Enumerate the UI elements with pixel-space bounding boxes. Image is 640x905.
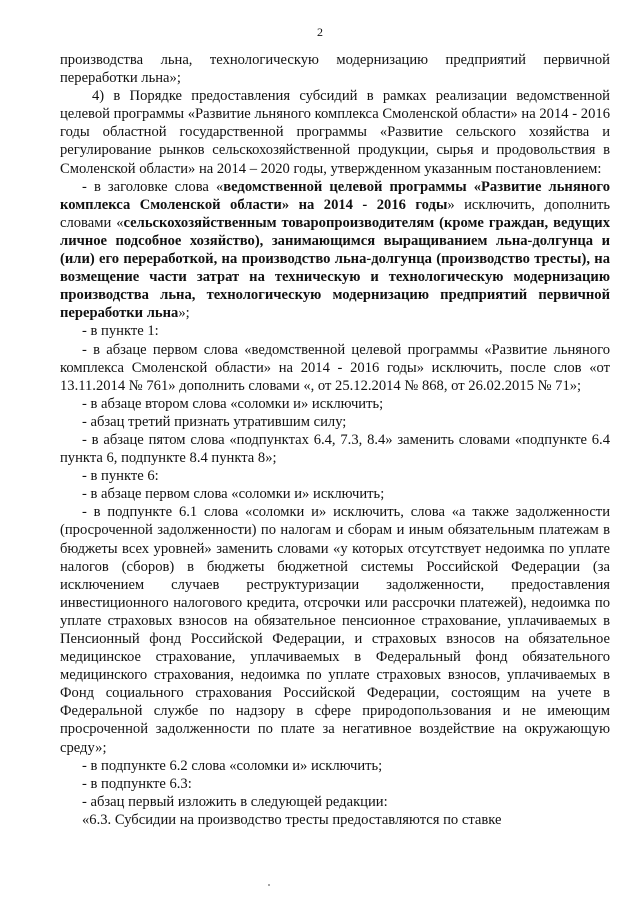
paragraph-point-6: - в пункте 6:	[82, 468, 159, 485]
paragraph-continuation: производства льна, технологическую модернизацию предприятий первичной переработки льна»;	[60, 52, 610, 87]
text-segment: » исключить, дополнить словами «	[60, 196, 610, 231]
paragraph-quote-6-3: «6.3. Субсидии на производство тресты предоставляются по ставке	[82, 811, 502, 828]
page-number: 2	[317, 25, 323, 39]
paragraph-fifth-abzac: - в абзаце пятом слова «подпунктах 6.4, 7.3, 8.4» заменить словами «подпункте 6.4 пункта 6, подпункте 8.4 пункта 8»;	[60, 431, 610, 467]
text-segment: - в заголовке слова «	[82, 178, 224, 195]
paragraph-subpoint-6-2: - в подпункте 6.2 слова «соломки и» исключить;	[82, 757, 383, 774]
bold-segment-removed-words: ведомственной целевой программы «Развитие льняного комплекса Смоленской области» на 2014 - 2016 годы	[60, 178, 610, 213]
document-body	[60, 51, 610, 829]
bold-segment-added-words: сельскохозяйственным товаропроизводителям (кроме граждан, ведущих личное подсобное хозяйство), занимающимся выращиванием льна-долгунца и (или) его переработкой, на производство льна-долгунца (производство тресты), на возмещение части затрат на техническую и технологическую модернизацию производства льна, технологическую модернизацию предприятий первичной переработки льна	[60, 214, 610, 322]
paragraph-second-abzac: - в абзаце втором слова «соломки и» исключить;	[82, 395, 384, 412]
scan-speck	[268, 884, 270, 886]
paragraph-title-amendment	[60, 178, 610, 323]
paragraph-subpoint-6-1: - в подпункте 6.1 слова «соломки и» исключить, слова «а также задолженности (просроченной задолженности) по налогам и сборам и иным обязательным платежам в бюджеты всех уровней» заменить словами «у которых отсутствует недоимка по уплате налогов (сборов) в бюджеты бюджетной системы Российской Федерации (за исключением случаев реструктуризации задолженности, предоставления инвестиционного налогового кредита, отсрочки или рассрочки платежей), недоимка по уплате страховых взносов на обязательное пенсионное страхование, уплачиваемых в Пенсионный фонд Российской Федерации, и страховых взносов на обязательное медицинское страхование, уплачиваемых в Федеральный фонд обязательного медицинского страхования, недоимка по уплате страховых взносов, уплачиваемых в Фонд социального страхования Российской Федерации, состоящим на учете в Федеральной службе по надзору в сфере природопользования и не имеющим просроченной задолженности по плате за негативное воздействие на окружающую среду»;	[60, 504, 610, 756]
paragraph-point-1: - в пункте 1:	[82, 323, 159, 340]
paragraph-subpoint-6-3: - в подпункте 6.3:	[82, 775, 192, 792]
paragraph-first-abzac: - в абзаце первом слова «ведомственной целевой программы «Развитие льняного комплекса Смоленской области» на 2014 - 2016 годы» исключить, после слов «от 13.11.2014 № 761» дополнить словами «, от 25.12.2014 № 868, от 26.02.2015 № 71»;	[60, 341, 610, 394]
paragraph-third-abzac: - абзац третий признать утратившим силу;	[82, 413, 347, 430]
text-segment: »;	[178, 305, 190, 322]
paragraph-point-6-first-abzac: - в абзаце первом слова «соломки и» исключить;	[82, 486, 385, 503]
paragraph-item-4: 4) в Порядке предоставления субсидий в рамках реализации ведомственной целевой программы «Развитие льняного комплекса Смоленской области» на 2014 - 2016 годы областной государственной программы «Развитие сельского хозяйства и регулирование рынков сельскохозяйственной продукции, сырья и продовольствия в Смоленской области» на 2014 – 2020 годы, утвержденном указанным постановлением:	[60, 88, 610, 177]
paragraph-new-edition: - абзац первый изложить в следующей редакции:	[82, 793, 388, 810]
